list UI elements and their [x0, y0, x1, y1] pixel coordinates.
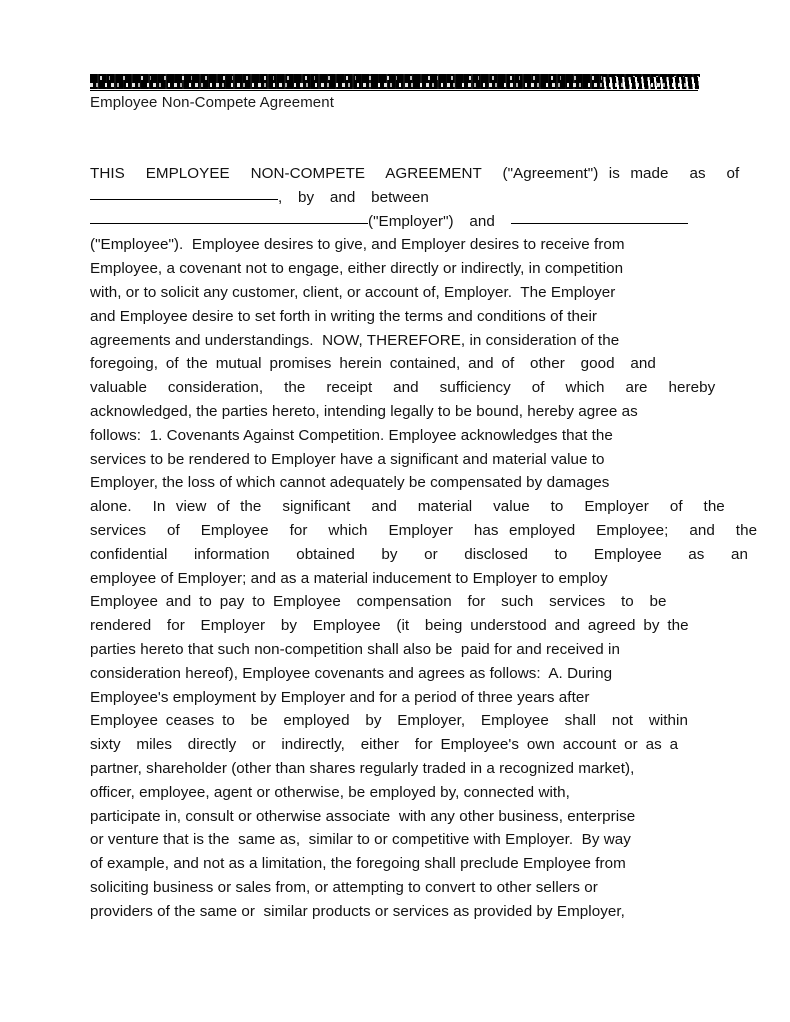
document-body [90, 162, 758, 924]
body-line [90, 781, 694, 805]
body-line [90, 757, 694, 781]
body-line [90, 543, 748, 567]
body-line [90, 805, 694, 829]
page-title: Employee Non-Compete Agreement [90, 94, 334, 111]
body-line [90, 233, 694, 257]
body-line [90, 733, 694, 757]
body-line [90, 709, 694, 733]
body-text: THIS EMPLOYEE NON-COMPETE AGREEMENT ("Agreement") is made as of [90, 165, 740, 182]
body-text: valuable consideration, the receipt and sufficiency of which are hereby [90, 379, 716, 397]
fill-in-blank[interactable] [511, 210, 688, 224]
body-text: consideration hereof), Employee covenants and agrees as follows: A. During [90, 664, 613, 682]
body-text: or venture that is the same as, similar to or competitive with Employer. By way [90, 831, 631, 849]
body-text: employee of Employer; and as a material inducement to Employer to employ [90, 569, 608, 587]
body-line [90, 567, 694, 591]
body-text: services of Employee for which Employer has employed Employee; and the [90, 521, 758, 539]
body-line [90, 876, 694, 900]
body-text: parties hereto that such non-competition shall also be paid for and received in [90, 640, 620, 658]
redacted-header-line [90, 74, 700, 89]
body-line [90, 590, 694, 614]
document-header [90, 74, 702, 113]
body-text: services to be rendered to Employer have a significant and material value to [90, 450, 605, 468]
body-line [90, 852, 694, 876]
body-line [90, 376, 716, 400]
fill-in-blank[interactable] [90, 210, 368, 224]
body-text: participate in, consult or otherwise associate with any other business, enterprise [90, 807, 636, 825]
body-text: rendered for Employer by Employee (it being understood and agreed by the [90, 617, 689, 635]
body-text: providers of the same or similar products or services as provided by Employer, [90, 902, 625, 920]
body-line [90, 305, 694, 329]
body-text: and Employee desire to set forth in writing the terms and conditions of their [90, 307, 597, 325]
body-line [90, 900, 694, 924]
body-line [90, 352, 694, 376]
body-text: foregoing, of the mutual promises herein contained, and of other good and [90, 355, 656, 373]
body-line [90, 186, 694, 210]
body-line [90, 638, 694, 662]
body-text: Employee ceases to be employed by Employer, Employee shall not within [90, 712, 688, 730]
body-text: ("Employer") and [368, 212, 511, 230]
body-text: follows: 1. Covenants Against Competition. Employee acknowledges that the [90, 426, 613, 444]
body-text: Employee, a covenant not to engage, either directly or indirectly, in competition [90, 260, 624, 278]
body-line [90, 495, 725, 519]
body-line [90, 281, 694, 305]
body-text: agreements and understandings. NOW, THEREFORE, in consideration of the [90, 331, 620, 349]
body-text: alone. In view of the significant and material value to Employer of the [90, 498, 725, 516]
body-line [90, 686, 694, 710]
body-text: ("Employee"). Employee desires to give, and Employer desires to receive from [90, 236, 625, 254]
body-line [90, 828, 694, 852]
body-text: Employee's employment by Employer and for a period of three years after [90, 688, 590, 706]
body-text: sixty miles directly or indirectly, either for Employee's own account or as a [90, 736, 679, 754]
body-line [90, 471, 694, 495]
body-text: , by and between [278, 188, 429, 206]
body-line [90, 257, 694, 281]
body-line [90, 329, 694, 353]
body-text: Employee and to pay to Employee compensation for such services to be [90, 593, 667, 611]
header-divider [90, 90, 698, 91]
body-text: confidential information obtained by or disclosed to Employee as an [90, 545, 748, 563]
redaction-smudge-icon [601, 77, 700, 89]
body-text: officer, employee, agent or otherwise, be employed by, connected with, [90, 783, 570, 801]
body-text: acknowledged, the parties hereto, intending legally to be bound, hereby agree as [90, 402, 638, 420]
body-line [90, 519, 758, 543]
body-line [90, 424, 694, 448]
body-line [90, 162, 740, 186]
body-text: partner, shareholder (other than shares regularly traded in a recognized market), [90, 759, 635, 777]
body-line [90, 448, 694, 472]
body-line [90, 614, 694, 638]
body-text: soliciting business or sales from, or attempting to convert to other sellers or [90, 878, 598, 896]
body-line [90, 662, 694, 686]
fill-in-blank[interactable] [90, 186, 278, 200]
body-line [90, 400, 694, 424]
body-line [90, 210, 694, 234]
body-text: of example, and not as a limitation, the foregoing shall preclude Employee from [90, 855, 626, 873]
body-text: Employer, the loss of which cannot adequately be compensated by damages [90, 474, 610, 492]
body-text: with, or to solicit any customer, client, or account of, Employer. The Employer [90, 283, 616, 301]
